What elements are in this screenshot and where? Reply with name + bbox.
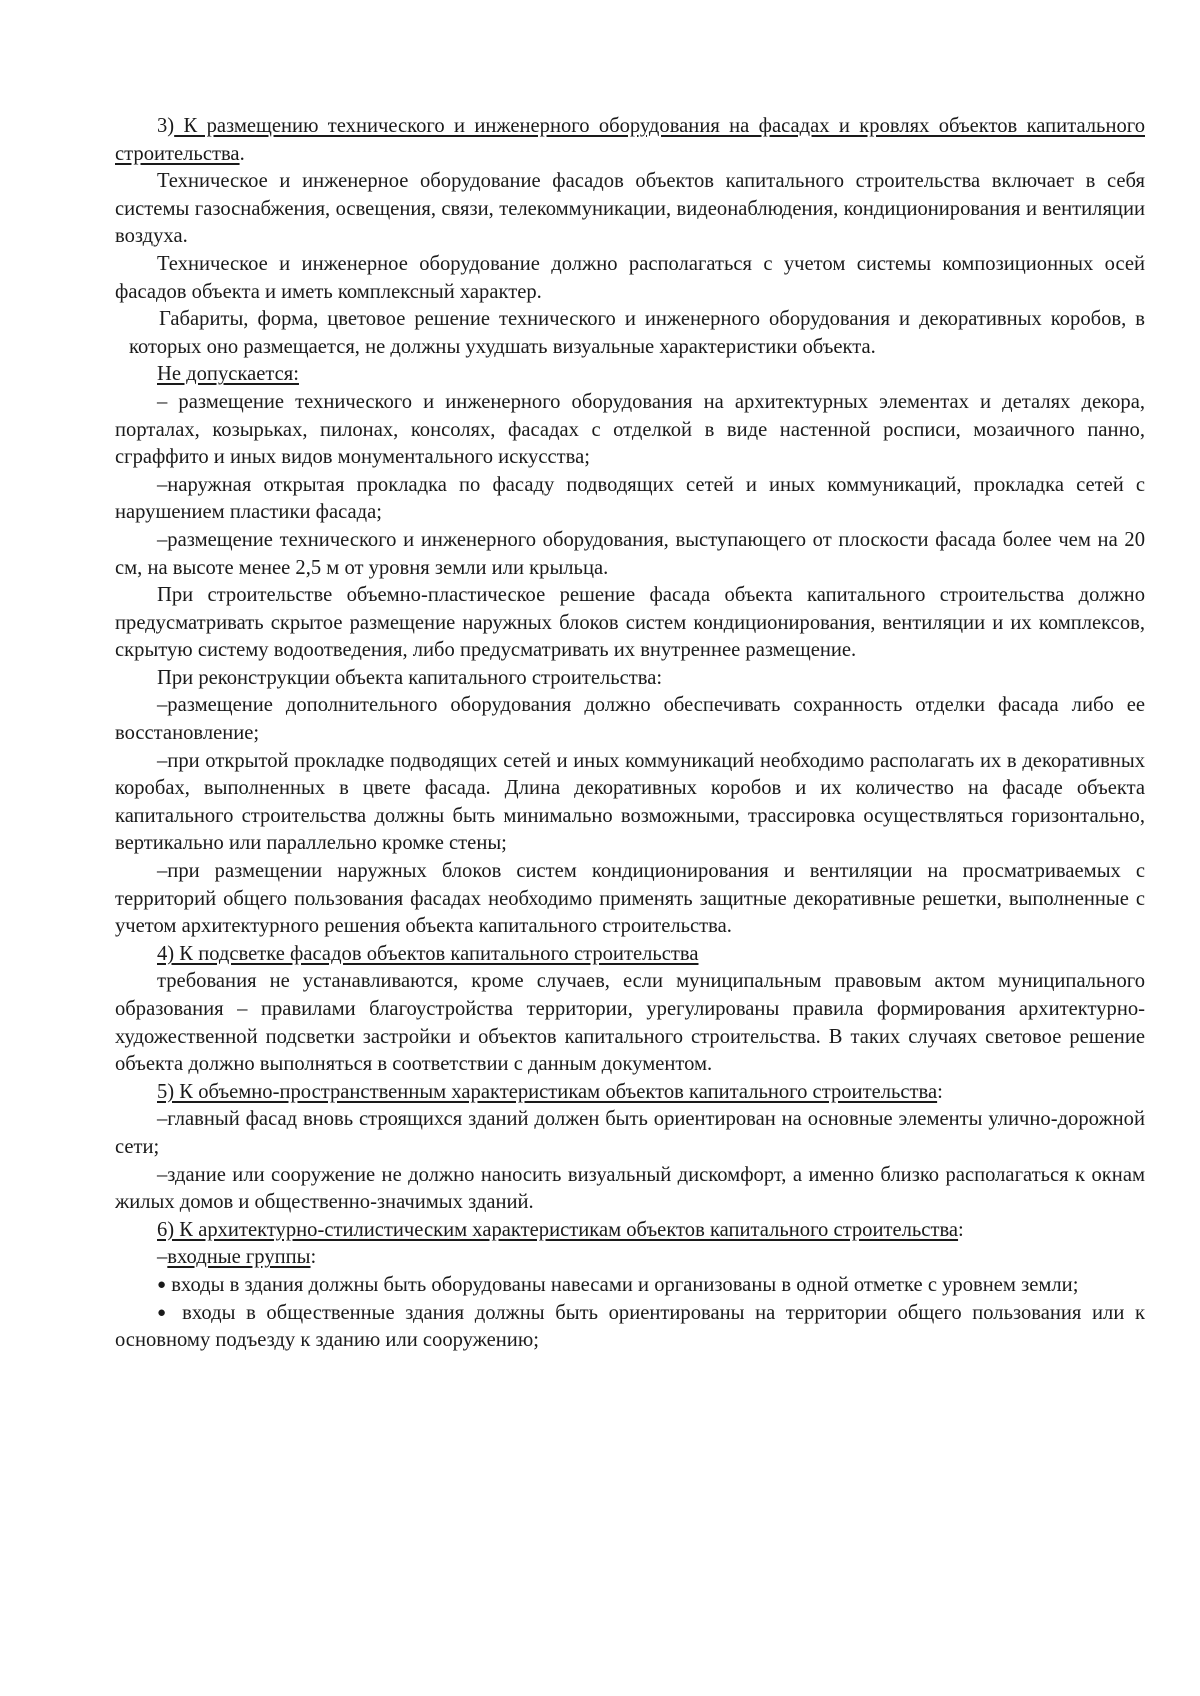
list-item: –наружная открытая прокладка по фасаду подводящих сетей и иных коммуникаций, прокладка сетей с нарушением пластики фасада; xyxy=(115,473,1145,524)
section-4-title: 4) К подсветке фасадов объектов капитального строительства xyxy=(157,942,699,965)
list-item: –размещение дополнительного оборудования должно обеспечивать сохранность отделки фасада либо ее восстановление; xyxy=(115,694,1145,745)
not-allowed-label: Не допускается: xyxy=(157,363,299,386)
section-3-number: 3) xyxy=(157,115,175,137)
not-allowed-heading xyxy=(115,361,1145,389)
list-item: –размещение технического и инженерного оборудования, выступающего от плоскости фасада более чем на 20 см, на высоте менее 2,5 м от уровня земли или крыльца. xyxy=(115,528,1145,579)
section-6-heading xyxy=(115,1217,1145,1245)
section-4-heading xyxy=(115,941,1145,969)
bullet-icon: ● xyxy=(157,1304,172,1321)
bullet-text: входы в здания должны быть оборудованы навесами и организованы в одной отметке с уровнем земли; xyxy=(166,1273,1079,1296)
paragraph: требования не устанавливаются, кроме случаев, если муниципальным правовым актом муниципального образования – правилами благоустройства территории, урегулированы правила формирования архитектурно-художественной подсветки застройки и объектов капитального строительства. В таких случаях световое решение объекта должно выполняться в соответствии с данным документом. xyxy=(115,970,1145,1076)
bullet-text: входы в общественные здания должны быть ориентированы на территории общего пользования или к основному подъезду к зданию или сооружению; xyxy=(115,1301,1145,1352)
paragraph: Техническое и инженерное оборудование фасадов объектов капитального строительства включает в себя системы газоснабжения, освещения, связи, телекоммуникации, видеонаблюдения, кондиционирования и вентиляции воздуха. xyxy=(115,170,1145,248)
paragraph: Габариты, форма, цветовое решение технического и инженерного оборудования и декоративных коробов, в которых оно размещается, не должны ухудшать визуальные характеристики объекта. xyxy=(129,308,1145,358)
list-item: –при размещении наружных блоков систем кондиционирования и вентиляции на просматриваемых с территорий общего пользования фасадах необходимо применять защитные декоративные решетки, выполненные с учетом архитектурного решения объекта капитального строительства. xyxy=(115,860,1145,938)
paragraph: Техническое и инженерное оборудование должно располагаться с учетом системы композиционных осей фасадов объекта и иметь комплексный характер. xyxy=(115,252,1145,303)
entry-groups-colon: : xyxy=(310,1246,317,1269)
entry-groups-heading xyxy=(115,1244,1145,1272)
paragraph: При строительстве объемно-пластическое решение фасада объекта капитального строительства должно предусматривать скрытое размещение наружных блоков систем кондиционирования, вентиляции и их комплексов, скрытую систему водоотведения, либо предусматривать их внутреннее размещение. xyxy=(115,584,1145,662)
entry-groups-label: входные группы xyxy=(167,1246,311,1269)
section-6-title: 6) К архитектурно-стилистическим характеристикам объектов капитального строительства xyxy=(157,1218,959,1241)
section-3-period: . xyxy=(239,142,245,165)
list-item: –здание или сооружение не должно наносить визуальный дискомфорт, а именно близко располагаться к окнам жилых домов и общественно-значимых зданий. xyxy=(115,1163,1145,1214)
section-5-title: 5) К объемно-пространственным характеристикам объектов капитального строительства xyxy=(157,1080,938,1103)
bullet-icon: ● xyxy=(157,1276,167,1293)
section-5-heading xyxy=(115,1079,1145,1107)
section-3-heading xyxy=(115,113,1145,168)
section-6-colon: : xyxy=(958,1218,964,1241)
dash: – xyxy=(157,1246,168,1269)
list-item: –главный фасад вновь строящихся зданий должен быть ориентирован на основные элементы улично-дорожной сети; xyxy=(115,1108,1145,1158)
section-5-colon: : xyxy=(937,1080,943,1103)
section-3-title: К размещению технического и инженерного оборудования на фасадах и кровлях объектов капитального строительства xyxy=(115,115,1145,165)
document-page xyxy=(115,113,1145,1355)
bullet-item xyxy=(115,1272,1145,1300)
list-item: –при открытой прокладке подводящих сетей и иных коммуникаций необходимо располагать их в декоративных коробах, выполненных в цвете фасада. Длина декоративных коробов и их количество на фасаде объекта капитального строительства должны быть минимально возможными, трассировка осуществляться горизонтально, вертикально или параллельно кромке стены; xyxy=(115,749,1145,855)
bullet-item xyxy=(115,1300,1145,1355)
paragraph: При реконструкции объекта капитального строительства: xyxy=(157,666,663,689)
list-item: – размещение технического и инженерного оборудования на архитектурных элементах и деталях декора, порталах, козырьках, пилонах, консолях, фасадах с отделкой в виде настенной росписи, мозаичного панно, сграффито и иных видов монументального искусства; xyxy=(115,390,1145,469)
